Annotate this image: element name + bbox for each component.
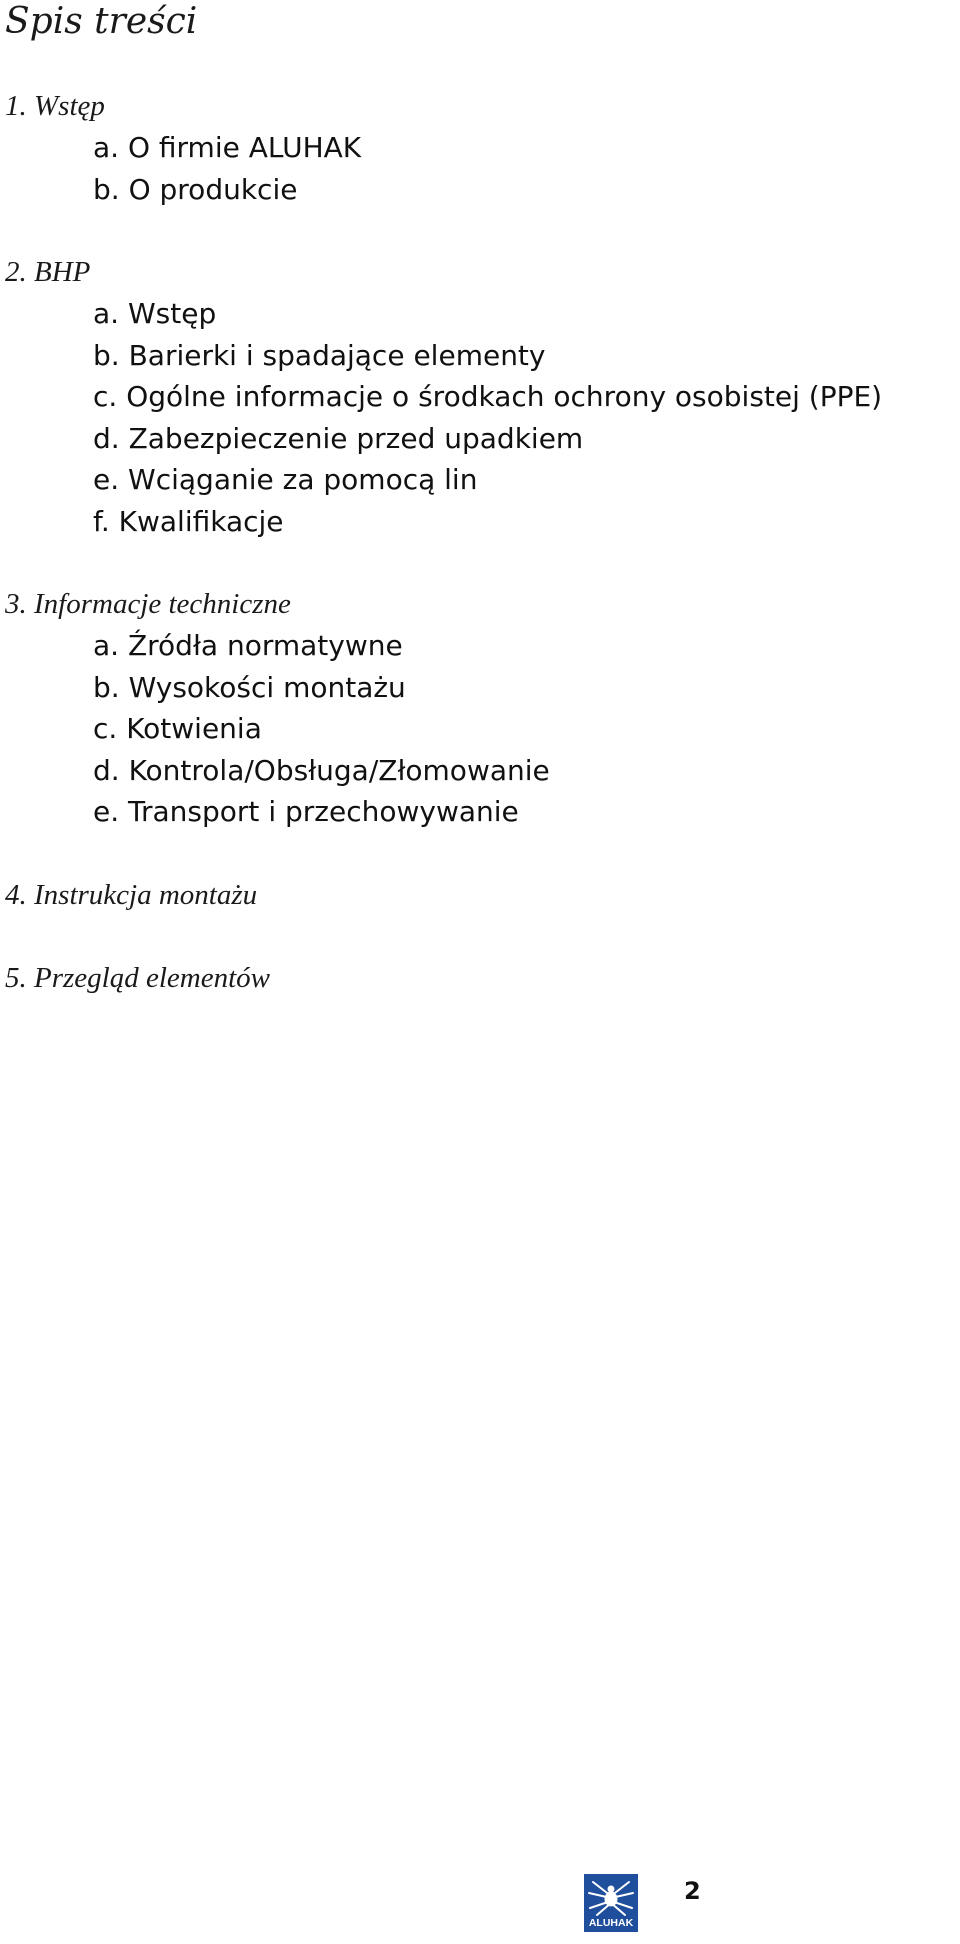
section-heading[interactable]: 1. Wstęp bbox=[5, 90, 105, 122]
subsection-item[interactable]: a. O firmie ALUHAK bbox=[93, 131, 362, 164]
subsection-item[interactable]: c. Kotwienia bbox=[93, 712, 262, 745]
subsection-item[interactable]: a. Wstęp bbox=[93, 297, 217, 330]
subsection-item[interactable]: c. Ogólne informacje o środkach ochrony osobistej (PPE) bbox=[93, 380, 883, 413]
page-number: 2 bbox=[684, 1877, 701, 1905]
subsection-list bbox=[0, 127, 960, 210]
toc-title: Spis treści bbox=[5, 1, 198, 42]
toc-section-2 bbox=[0, 252, 960, 542]
section-heading[interactable]: 5. Przegląd elementów bbox=[5, 961, 270, 994]
table-of-contents bbox=[0, 86, 960, 1041]
subsection-item[interactable]: b. Barierki i spadające elementy bbox=[93, 338, 546, 372]
subsection-item[interactable]: d. Zabezpieczenie przed upadkiem bbox=[93, 421, 584, 455]
aluhak-logo-icon bbox=[584, 1874, 638, 1932]
subsection-item[interactable]: f. Kwalifikacje bbox=[93, 504, 284, 538]
toc-section-4 bbox=[0, 875, 960, 916]
toc-section-1 bbox=[0, 86, 960, 210]
subsection-item[interactable]: a. Źródła normatywne bbox=[93, 629, 403, 662]
subsection-item[interactable]: e. Wciąganie za pomocą lin bbox=[93, 463, 478, 496]
section-heading[interactable]: 4. Instrukcja montażu bbox=[5, 878, 258, 911]
toc-section-3 bbox=[0, 584, 960, 833]
subsection-list bbox=[0, 625, 960, 833]
subsection-item[interactable]: d. Kontrola/Obsługa/Złomowanie bbox=[93, 753, 550, 787]
section-heading[interactable]: 3. Informacje techniczne bbox=[5, 588, 291, 620]
subsection-item[interactable]: b. Wysokości montażu bbox=[93, 670, 406, 704]
toc-section-5 bbox=[0, 958, 960, 999]
logo-text: ALUHAK bbox=[588, 1917, 634, 1929]
subsection-item[interactable]: b. O produkcie bbox=[93, 172, 298, 206]
subsection-list bbox=[0, 293, 960, 542]
subsection-item[interactable]: e. Transport i przechowywanie bbox=[93, 795, 519, 828]
section-heading[interactable]: 2. BHP bbox=[5, 256, 91, 288]
